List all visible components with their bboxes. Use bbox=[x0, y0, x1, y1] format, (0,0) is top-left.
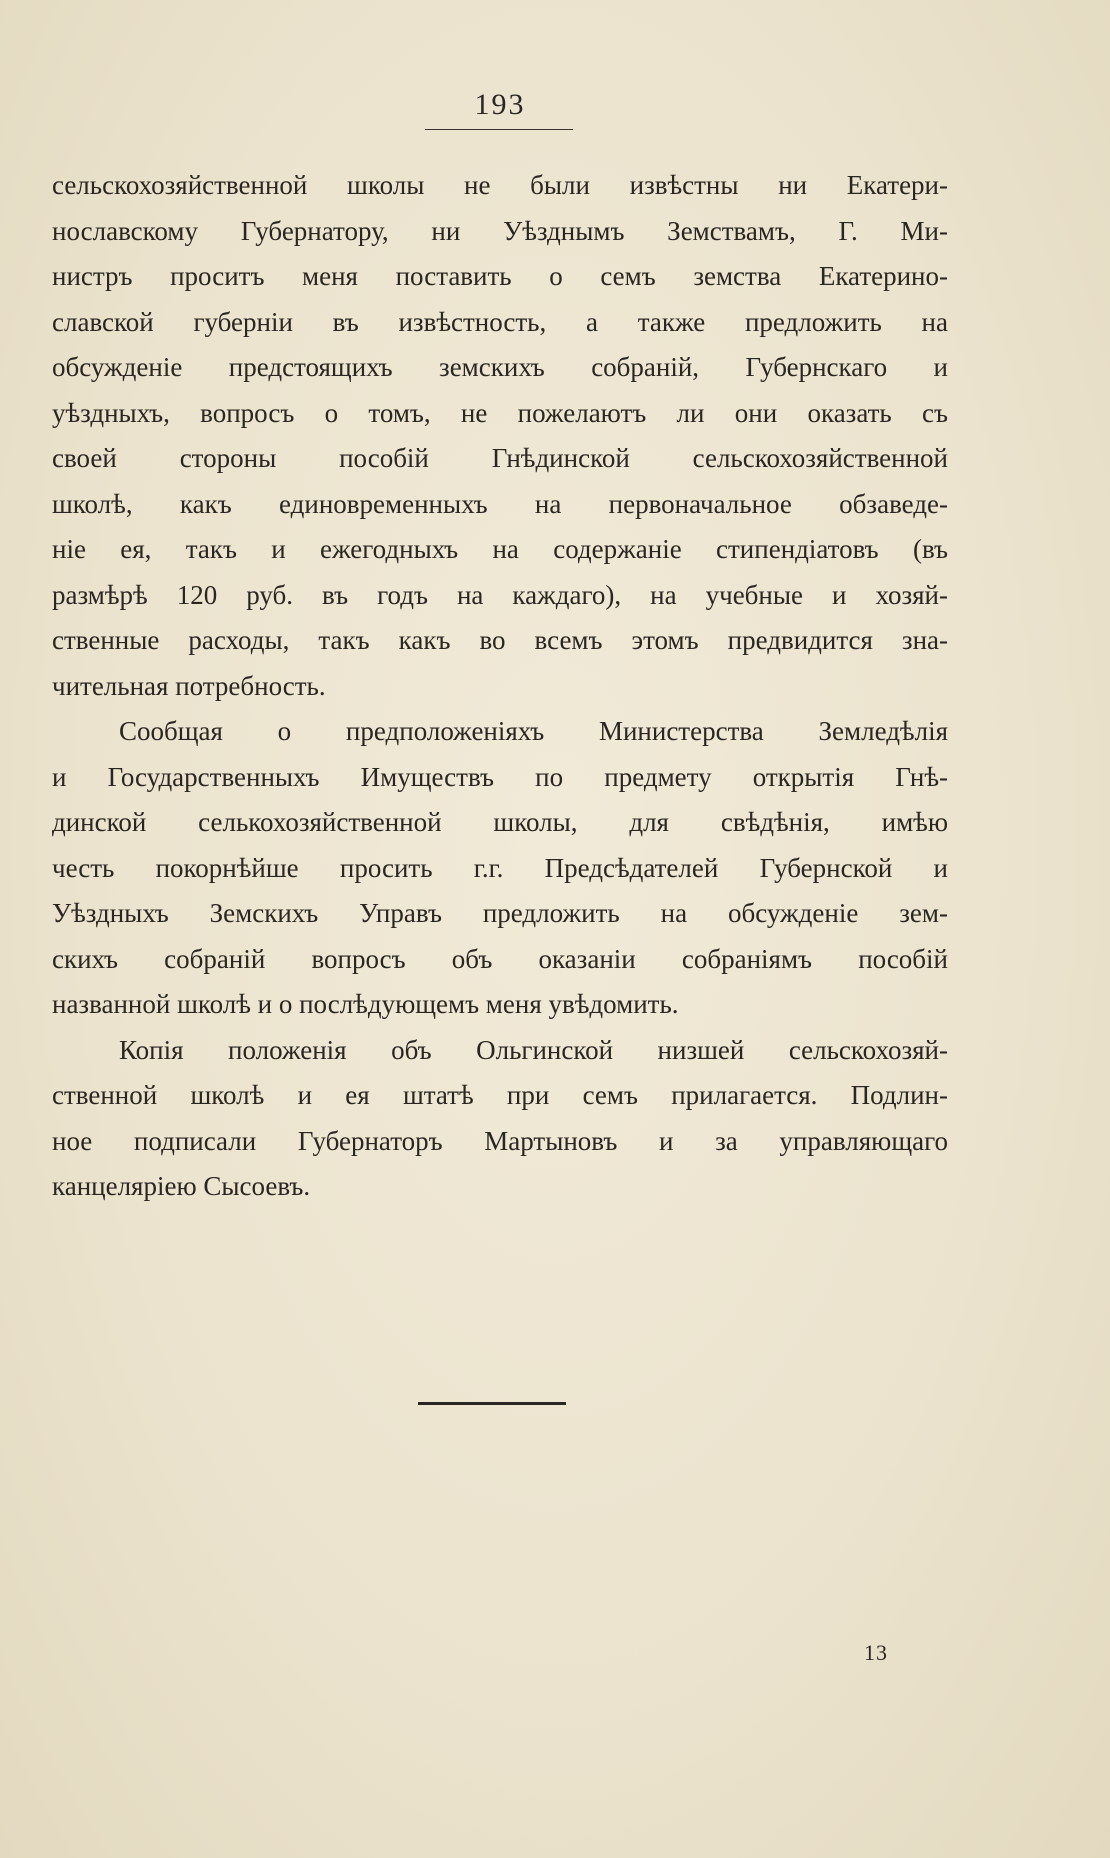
text-line: размѣрѣ 120 руб. въ годъ на каждаго), на учебные и хозяй- bbox=[52, 579, 948, 610]
text-line: Уѣздныхъ Земскихъ Управъ предложить на обсужденіе зем- bbox=[52, 898, 948, 928]
text-line: Копія положенія объ Ольгинской низшей сельскохозяй- bbox=[119, 1034, 948, 1065]
text-line: славской губерніи въ извѣстность, а также предложить на bbox=[52, 306, 948, 337]
text-line: честь покорнѣйше просить г.г. Предсѣдателей Губернской и bbox=[52, 852, 948, 883]
paragraph-1 bbox=[52, 163, 948, 709]
text-line: ное подписали Губернаторъ Мартыновъ и за управляющаго bbox=[52, 1125, 948, 1156]
text-line: ственной школѣ и ея штатѣ при семъ прилагается. Подлин- bbox=[52, 1080, 948, 1110]
body-text bbox=[52, 163, 948, 1210]
paragraph-2 bbox=[52, 709, 948, 1028]
text-line: канцеляріею Сысоевъ. bbox=[52, 1171, 311, 1201]
text-line: школѣ, какъ единовременныхъ на первоначальное обзаведе- bbox=[52, 488, 948, 519]
text-line: скихъ собраній вопросъ объ оказаніи собраніямъ пособій bbox=[52, 943, 948, 974]
text-line: чительная потребность. bbox=[52, 670, 326, 701]
text-line: своей стороны пособій Гнѣдинской сельскохозяйственной bbox=[52, 443, 948, 473]
signature-mark: 13 bbox=[864, 1640, 888, 1665]
text-line: ственные расходы, такъ какъ во всемъ этомъ предвидится зна- bbox=[52, 625, 948, 655]
text-line: Сообщая о предположеніяхъ Министерства Земледѣлія bbox=[119, 716, 948, 746]
text-line: нистръ проситъ меня поставить о семъ земства Екатерино- bbox=[52, 261, 948, 291]
paragraph-3 bbox=[52, 1028, 948, 1210]
text-line: нославскому Губернатору, ни Уѣзднымъ Земствамъ, Г. Ми- bbox=[52, 215, 948, 246]
end-of-text-rule bbox=[418, 1402, 566, 1405]
page-number-underline bbox=[425, 129, 573, 130]
text-line: ніе ея, такъ и ежегодныхъ на содержаніе стипендіатовъ (въ bbox=[52, 534, 948, 564]
text-line: уѣздныхъ, вопросъ о томъ, не пожелаютъ ли они оказать съ bbox=[52, 397, 948, 428]
text-line: сельскохозяйственной школы не были извѣстны ни Екатери- bbox=[52, 170, 948, 200]
text-line: названной школѣ и о послѣдующемъ меня увѣдомить. bbox=[52, 989, 679, 1019]
text-line: обсужденіе предстоящихъ земскихъ собраній, Губернскаго и bbox=[52, 352, 948, 382]
page-number: 193 bbox=[474, 88, 526, 121]
text-line: динской селькохозяйственной школы, для свѣдѣнія, имѣю bbox=[52, 807, 948, 837]
text-line: и Государственныхъ Имуществъ по предмету открытія Гнѣ- bbox=[52, 761, 948, 792]
